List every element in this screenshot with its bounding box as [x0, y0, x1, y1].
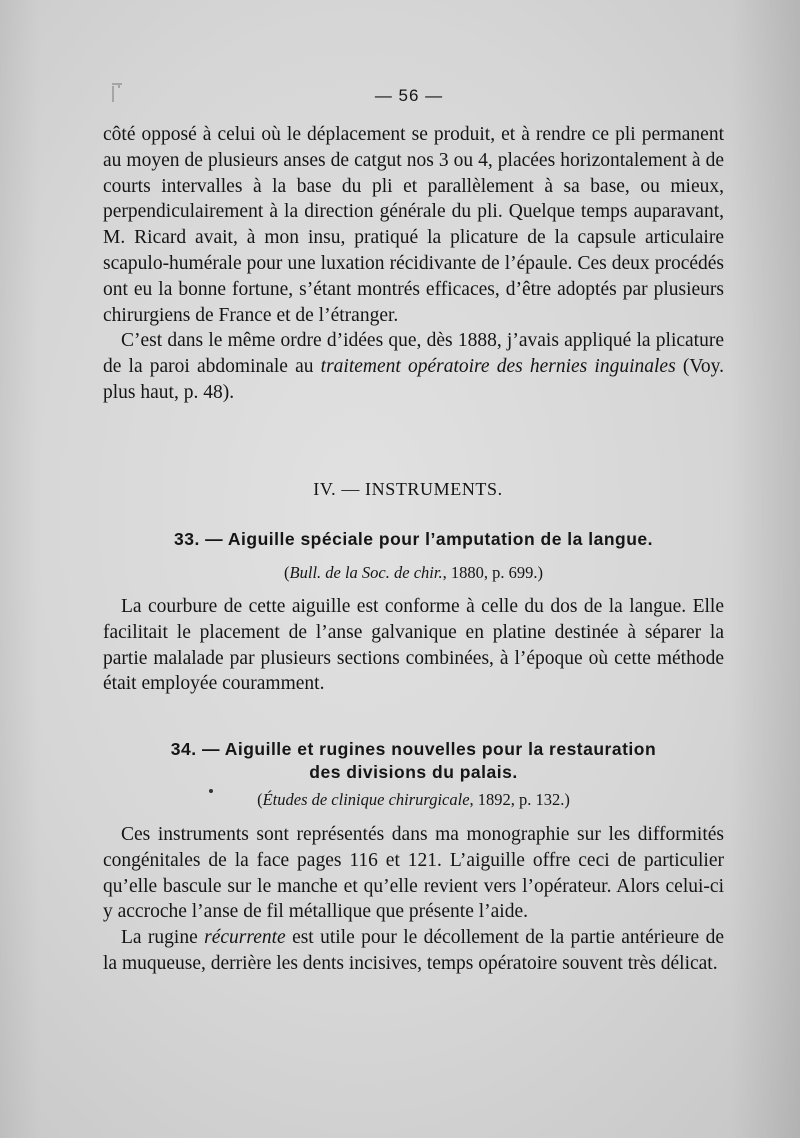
page-number: — 56 — [374, 86, 444, 105]
continued-text-block [103, 122, 724, 406]
article-33-body-block [103, 594, 724, 697]
article-34-ref-rest: , 1892, p. 132.) [469, 790, 570, 809]
article-34-body-2-before: La rugine [121, 927, 205, 949]
article-34-title [103, 738, 724, 784]
page-right-shadow [730, 0, 800, 1138]
article-33-ref-open: ( [284, 563, 290, 582]
article-33-body: La courbure de cette aiguille est conforme à celle du dos de la langue. Elle facilitait le placement de l’anse galvanique en platine destinée à séparer la partie malalade par plusieurs sections combinées, à l’époque où cette méthode était employée couramment. [103, 596, 724, 695]
article-34-body-2-emphasis: récurrente [204, 927, 286, 949]
article-33-title: 33. — Aiguille spéciale pour l’amputation de la langue. [173, 529, 654, 549]
article-33-reference [103, 562, 724, 584]
paragraph-1: côté opposé à celui où le déplacement se produit, et à rendre ce pli permanent au moyen de plusieurs anses de catgut nos 3 ou 4, placées horizontalement à de courts intervalles à la base du pli et parallèlement à sa base, ou mieux, perpendiculairement à la direction générale du pli. Quelque temps auparavant, M. Ricard avait, à mon insu, pratiqué la plicature de la capsule articulaire scapulo-humérale pour une luxation récidivante de l’épaule. Ces deux procédés ont eu la bonne fortune, s’étant montrés efficaces, d’être adoptés par plusieurs chirurgiens de France et de l’étranger. [103, 124, 724, 326]
paragraph-2-before: C’est dans le même ordre d’idées que, dès 1888, j’avais appliqué la plicature de la paroi abdominale au [103, 330, 724, 378]
article-34-body-block [103, 822, 724, 977]
article-34-body-2-after: est utile pour le décollement de la partie antérieure de la muqueuse, derrière les dents incisives, temps opératoire souvent très délicat. [103, 927, 724, 974]
article-33-ref-rest: , 1880, p. 699.) [442, 563, 543, 582]
paragraph-2-after: (Voy. plus haut, p. 48). [103, 356, 724, 403]
paragraph-2 [103, 328, 724, 405]
article-34-body-2 [103, 925, 724, 977]
article-34-reference [103, 789, 724, 811]
article-34-ref-open: ( [257, 790, 263, 809]
section-heading: IV. — INSTRUMENTS. [313, 479, 503, 499]
article-33-ref-source: Bull. de la Soc. de chir. [289, 563, 443, 582]
paragraph-2-emphasis: traitement opératoire des hernies inguinales [320, 356, 676, 378]
article-34-title-line-2: des divisions du palais. [309, 762, 518, 782]
article-34-body-1: Ces instruments sont représentés dans ma monographie sur les difformités congénitales de la face pages 116 et 121. L’aiguille offre ceci de particulier qu’elle bascule sur le manche et qu’elle revient vers l’opérateur. Alors celui-ci y accroche l’anse de fil métallique que présente l’aide. [103, 824, 724, 923]
article-34-title-line-1: 34. — Aiguille et rugines nouvelles pour la restauration [170, 739, 657, 759]
article-34-ref-source: Études de clinique chirurgicale [262, 790, 470, 809]
page-left-shadow [0, 0, 40, 1138]
